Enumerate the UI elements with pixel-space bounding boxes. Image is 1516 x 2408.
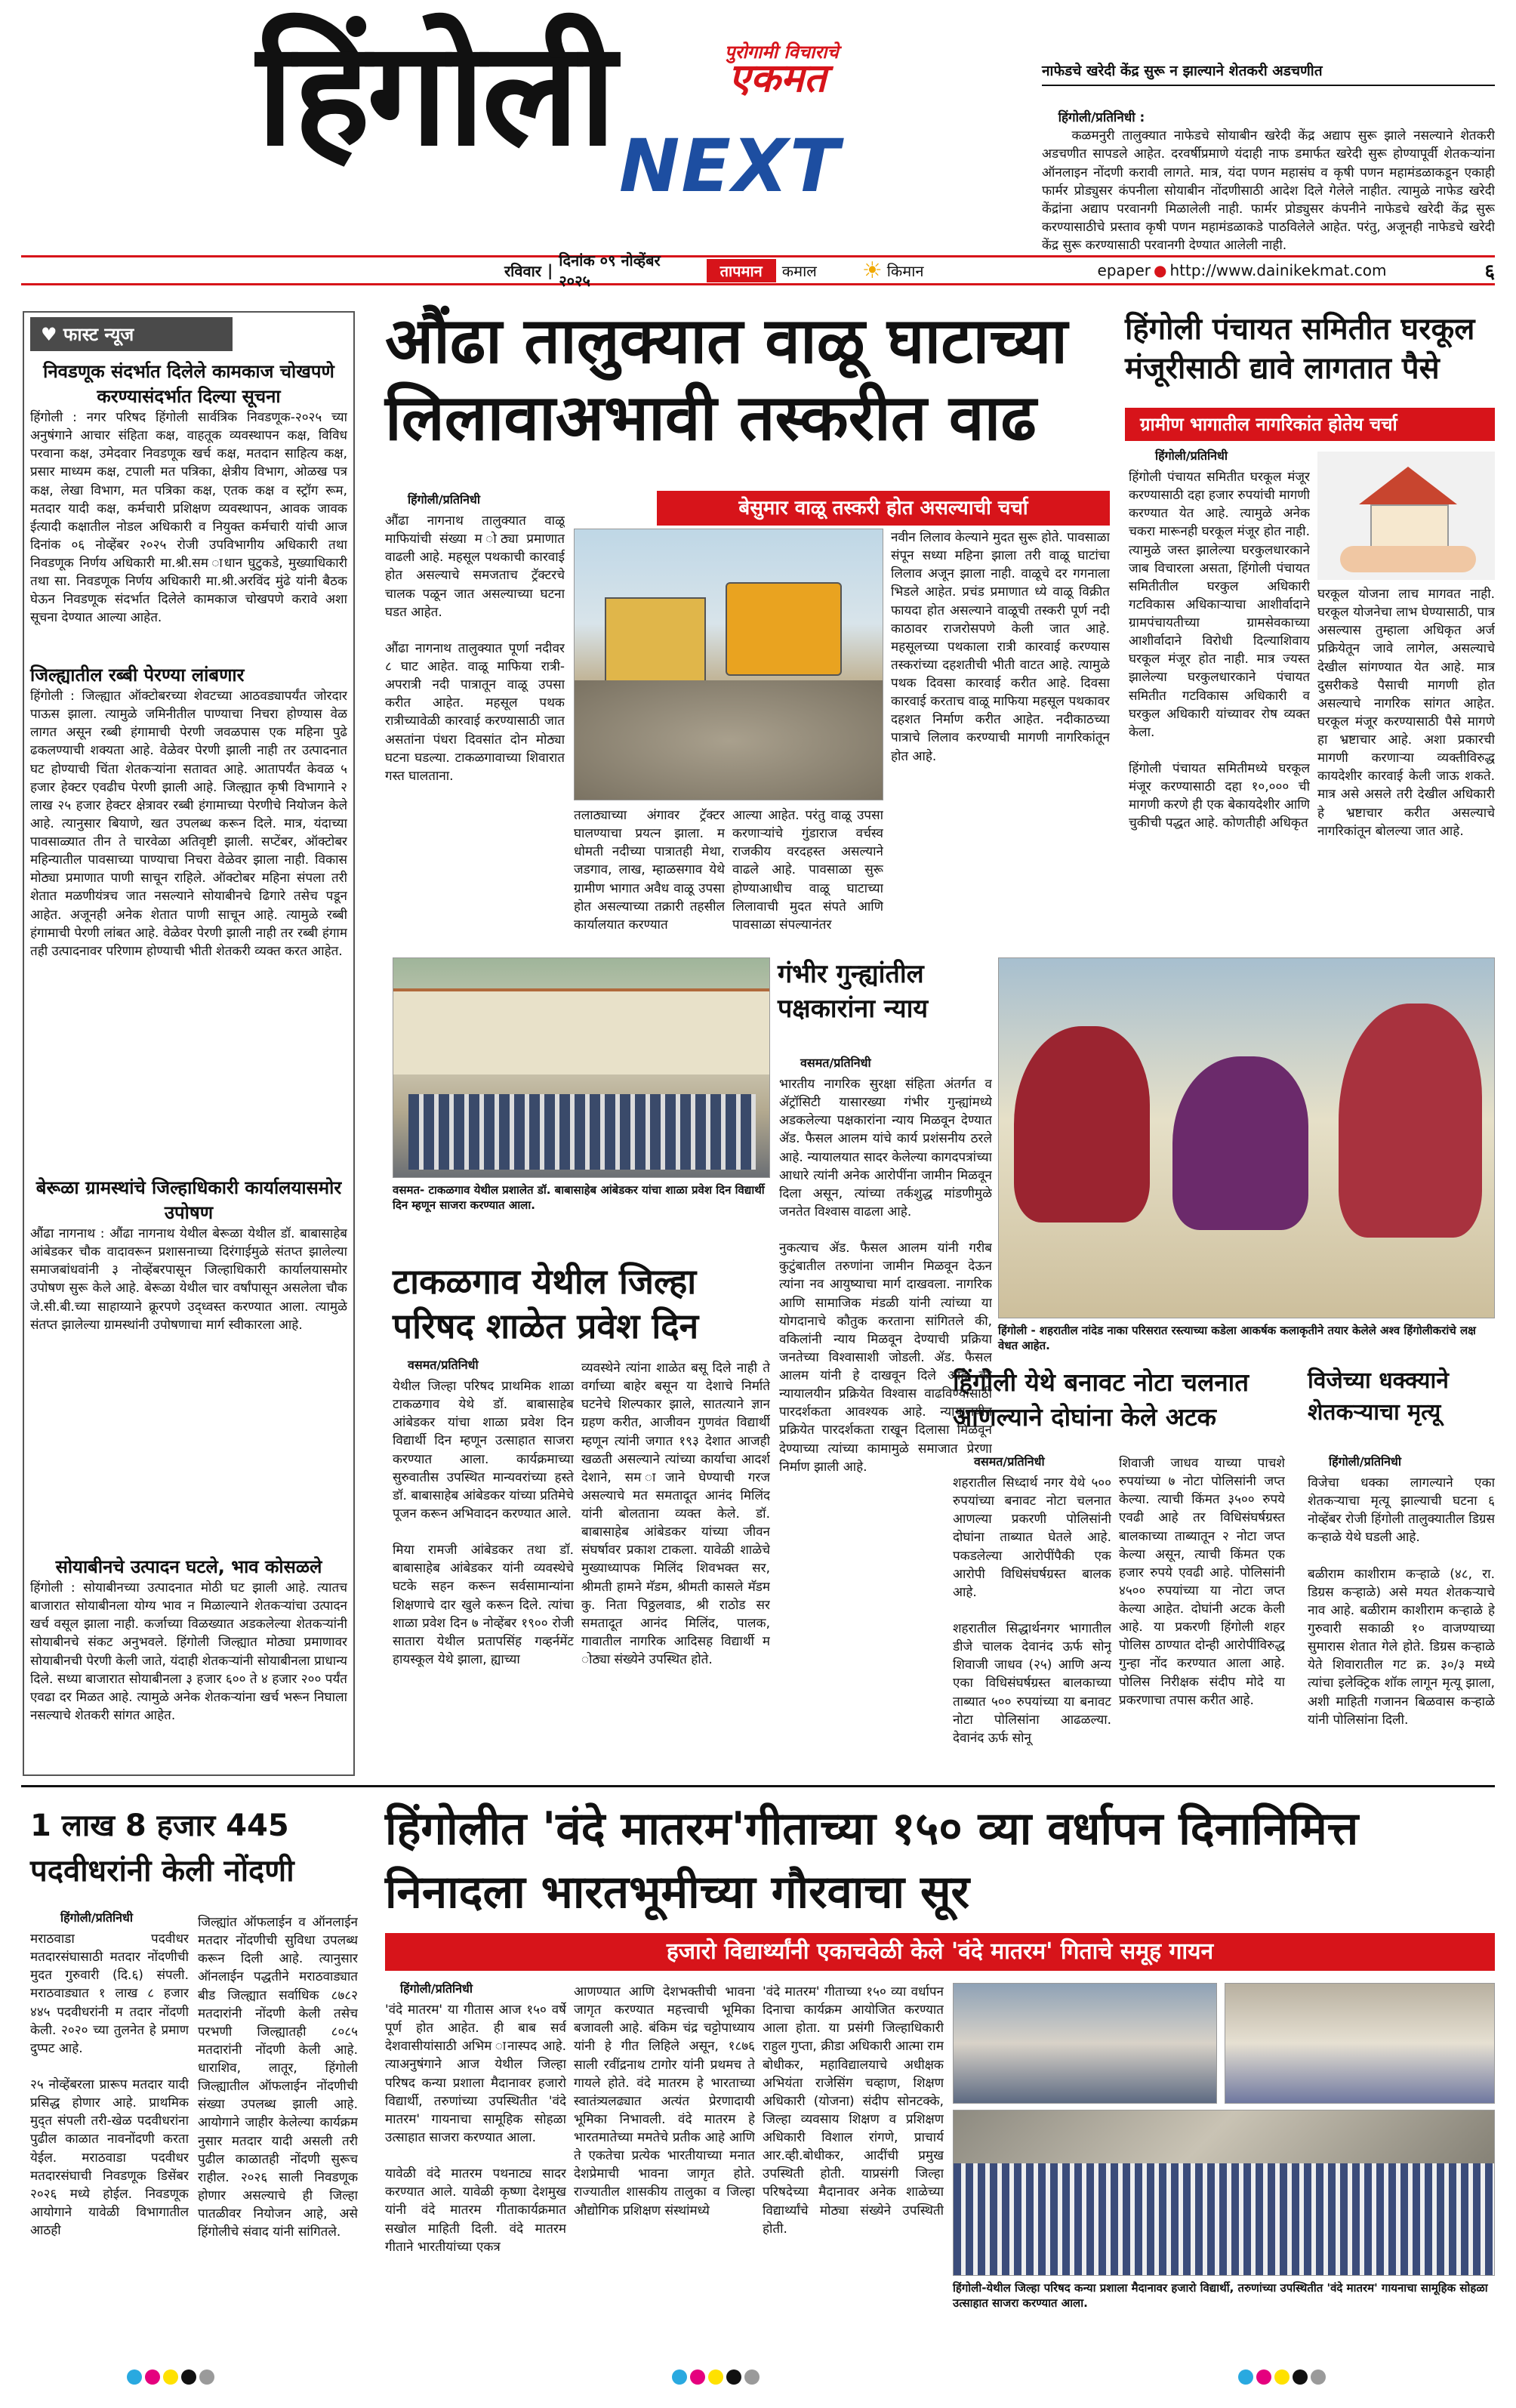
dateline-date: दिनांक ०९ नोव्हेंबर २०२५ <box>559 251 661 290</box>
justice-headline: गंभीर गुन्ह्यांतील पक्षकारांना न्याय <box>778 959 929 1024</box>
fast-news-headline-3: बेरूळा ग्रामस्थांचे जिल्हाधिकारी कार्यालयासमोर उपोषण <box>35 1177 342 1223</box>
sand-truck-photo <box>574 529 883 800</box>
reg-mark-black <box>181 2369 196 2385</box>
fast-news-label: ♥ फास्ट न्यूज <box>30 317 233 351</box>
fake-notes-headline: हिंगोली येथे बनावट नोटा चलनात आणल्याने दोघांना केले अटक <box>953 1367 1249 1432</box>
fast-news-body-3: औंढा नागनाथ : औंढा नागनाथ येथील बेरूळा येथील डॉ. बाबासाहेब आंबेडकर चौक वादावरून प्रशासनाच्या दिरंगाईमुळे संतप्त झालेल्या समाजबांधवांनी ३ नोव्हेंबरपासून जिल्हाधिकारी कार्यालयासमोर उपोषण सुरू केले आहे. बेरूळा येथील चार वर्षांपासून असलेला चौक जे.सी.बी.च्या साहाय्याने क्रूरपणे उद्ध्वस्त करण्यात आला. त्यामुळे संतप्त झालेल्या ग्रामस्थांनी उपोषणाचा मार्ग स्वीकारला आहे. <box>30 1226 347 1333</box>
masthead-title: हिंगोली <box>257 11 614 177</box>
lead-col-1: औंढा नागनाथ तालुक्यात वाळू माफियांची संख्या म ोठ्या प्रमाणात वाढली आहे. महसूल पथकाची कारवाई होत असल्याचे समजताच ट्रॅक्टरचे चालक पळून जात असल्याच्या घटना घडत आहेत. औंढा नागनाथ तालुक्यात पूर्णा नदीवर ८ घाट आहेत. वाळू माफिया रात्री-अपरात्री नदी पात्रातून वाळू उपसा करीत आहेत. महसूल पथक रात्रीच्यावेळी कारवाई करण्यासाठी जात असतांना पंधरा दिवसांत दोन मोठ्या घटना घडल्या. टाकळगावाच्या शिवारात गस्त घालताना. <box>385 513 565 784</box>
brand-next-logo: NEXT <box>619 124 841 208</box>
reg-mark-magenta <box>690 2369 705 2385</box>
vande-byline: हिंगोली/प्रतिनिधी <box>400 1981 473 1996</box>
vande-caption: हिंगोली-येथील जिल्हा परिषद कन्या प्रशाला मैदानावर हजारो विद्यार्थी, तरुणांच्या उपस्थितीत 'वंदे मातरम' गायनाचा सामूहिक सोहळा उत्साहात साजरा करण्यात आला. <box>953 2281 1488 2311</box>
shock-headline: विजेच्या धक्क्याने शेतकऱ्याचा मृत्यू <box>1308 1367 1449 1426</box>
shock-byline: हिंगोली/प्रतिनिधी <box>1329 1454 1402 1469</box>
house-roof-shape <box>1359 467 1457 504</box>
dateline-day: रविवार <box>504 261 541 280</box>
horse-sculpture-1 <box>1014 1026 1150 1222</box>
vande-subhead: हजारो विद्यार्थ्यांनी एकाचवेळी केले 'वंदे मातरम' गिताचे समूह गायन <box>385 1933 1495 1971</box>
lead-subhead: बेसुमार वाळू तस्करी होत असल्याची चर्चा <box>657 491 1110 526</box>
shock-body: विजेचा धक्का लागल्याने एका शेतकऱ्याचा मृत्यू झाल्याची घटना ६ नोव्हेंबर रोजी हिंगोली तालुक्यातील डिग्रस कऱ्हाळे येथे घडली आहे. बळीराम काशीराम कऱ्हाळे (४८, रा. डिग्रस कऱ्हाळे) असे मयत शेतकऱ्याचे नाव आहे. बळीराम काशीराम कऱ्हाळे हे गुरुवारी सकाळी १० वाजण्याच्या सुमारास शेतात गेले होते. डिग्रस कऱ्हाळे येते शिवारातील गट क्र. ३०/३ मध्ये त्यांचा इलेक्ट्रिक शॉक लागून मृत्यू झाला, अशी माहिती गजानन बिळवास कऱ्हाळे यांनी पोलिसांना दिली. <box>1308 1475 1495 1728</box>
fake-notes-col-2: शिवाजी जाधव याच्या पाचशे रुपयांच्या ७ नोटा पोलिसांनी जप्त केल्या. त्याची किंमत ३५०० रुपये एवढी आहे तर विधिसंघर्षग्रस्त बालकाच्या ताब्यातून २ नोटा जप्त केल्या असून, त्याची किंमत एक हजार रुपये एवढी आहे. पोलिसांनी ४५०० रुपयांच्या या नोटा जप्त केल्या आहेत. दोघांनी अटक केली आहे. या प्रकरणी हिंगोली शहर पोलिस ठाण्यात दोन्ही आरोपींविरुद्ध गुन्हा नोंद करण्यात आला आहे. पोलिस निरीक्षक संदीप मोदे या प्रकरणाचा तपास करीत आहे. <box>1119 1456 1285 1708</box>
graduates-col-2: जिल्ह्यांत ऑफलाईन व ऑनलाईन मतदार नोंदणीची सुविधा उपलब्ध करून दिली आहे. त्यानुसार ऑनलाईन पद्धतीने मराठवाड्यात बीड जिल्ह्यात सर्वाधिक ८७८२ मतदारांनी नोंदणी केली तसेच परभणी जिल्ह्यातही ८०८५ मतदारांनी नोंदणी केली आहे. धाराशिव, लातूर, हिंगोली जिल्ह्यातील ऑफलाईन नोंदणीची संख्या उपलब्ध झाली आहे. आयोगाने जाहीर केलेल्या कार्यक्रम नुसार मतदार यादी असली तरी पुढील काळातही नोंदणी सुरूच राहील. २०२६ साली निवडणूक होणार असल्याचे ही जिल्हा पातळीवर नियोजन आहे, असे हिंगोलीचे संवाद यांनी सांगितले. <box>198 1915 358 2240</box>
right-top-body-1: हिंगोली पंचायत समितीत घरकूल मंजूर करण्यासाठी दहा हजार रुपयांची मागणी करण्यात येत आहे. त्यामुळे अनेक चकरा मारूनही घरकूल मंजूर होत नाही. त्यामुळे जस्त झालेल्या घरकुलधारकाने जाब विचारला असता, हिंगोली पंचायत समितीतील घरकुल अधिकारी गटविकास अधिकाऱ्याचा आशीर्वादाने ग्रामपंचायतीच्या ग्रामसेवकाच्या आशीर्वादाने विरोधी दिल्याशिवाय घरकूल मंजूर होत नाही. मात्र ज्यस्त झालेल्या घरकुलधारकाने पंचायत समितीत गटविकास अधिकारी व घरकुल अधिकारी यांच्यावर रोष व्यक्त केला. हिंगोली पंचायत समितीमध्ये घरकूल मंजूर करण्यासाठी दहा १०,००० ची मागणी करणे ही एक बेकायदेशीर आणि चुकीची पद्धत आहे. कोणतीही अधिकृत <box>1129 470 1310 831</box>
justice-body: भारतीय नागरिक सुरक्षा संहिता अंतर्गत व ॲट्रॉसिटी यासारख्या गंभीर गुन्ह्यांमध्ये अडकलेल्या पक्षकारांना न्याय मिळवून देण्यात ॲड. फैसल आलम यांचे कार्य प्रशंसनीय ठरले आहे. न्यायालयात सादर केलेल्या कागदपत्रांच्या आधारे त्यांनी अनेक आरोपींना जामीन मिळवून दिला असून, त्यांच्या तर्कशुद्ध मांडणीमुळे जनतेत विश्वास वाढला आहे. नुकत्याच ॲड. फैसल आलम यांनी गरीब कुटुंबातील तरुणांना जामीन मिळवून देऊन त्यांना नव आयुष्याचा मार्ग दाखवला. नागरिक आणि सामाजिक मंडळी यांनी त्यांच्या या योगदानाचे कौतुक करताना सांगितले की, वकिलांनी न्याय मिळवून देण्याची प्रक्रिया जनतेच्या विश्वासाशी जोडली. ॲड. फैसल आलम यांनी हे दाखवून दिले आहे की न्यायालयीन प्रक्रियेत विश्वास वाढविण्यासाठी पारदर्शकता आवश्यक आहे. न्यायालयीन प्रक्रियेत पारदर्शकता राखून दिलासा मिळवून देण्याच्या त्यांच्या कामामुळे समाजात प्रेरणा निर्माण झाली आहे. <box>779 1077 992 1475</box>
page-number: ६ <box>1484 261 1495 283</box>
registration-marks-center <box>672 2369 846 2389</box>
dateline-bar <box>21 251 1495 290</box>
epaper-label: epaper <box>1097 261 1151 279</box>
reg-mark-grey <box>1311 2369 1326 2385</box>
reg-mark-yellow <box>1274 2369 1290 2385</box>
fast-news-body-1: हिंगोली : नगर परिषद हिंगोली सार्वत्रिक निवडणूक-२०२५ च्या अनुषंगाने आचार संहिता कक्ष, वाहतूक व्यवस्थापन कक्ष, विविध परवाना कक्ष, उमेदवार निवडणूक खर्च कक्ष, मतदान साहित्य कक्ष, प्रसार माध्यम कक्ष, टपाली मत पत्रिका, क्षेत्रीय विभाग, ओळख पत्र कक्ष, लेखा विभाग, मत पत्रिका कक्ष, एतक कक्ष व स्ट्रॉग रूम, मतदार यादी कक्ष, कर्मचारी प्रशिक्षण व्यवस्थापन, आवक जावक ईत्यादी कक्षातील नोडल अधिकारी व नियुक्त कर्मचारी यांची आज दिनांक ०६ नोव्हेंबर २०२५ रोजी उपविभागीय अधिकारी तथा निवडणूक निर्णय अधिकारी मा.श्री.सम ाधान घुटुकडे, मुख्याधिकारी तथा सा. निवडणूक निर्णय अधिकारी मा.श्री.अरविंद मुंढे यांनी बैठक घेऊन निवडणूक संदर्भात दिलेले कामकाज चोखपणे करावे अशा सूचना देण्यात आल्या आहेत. <box>30 410 347 626</box>
house-photo <box>1317 452 1495 580</box>
fake-notes-col-1: शहरातील सिध्दार्थ नगर येथे ५०० रुपयांच्या बनावट नोटा चलनात आणल्या प्रकरणी पोलिसांनी दोघांना ताब्यात घेतले आहे. पकडलेल्या आरोपींपैकी एक आरोपी विधिसंघर्षग्रस्त बालक आहे. शहरातील सिद्धार्थनगर भागातील डीजे चालक देवानंद ऊर्फ सोनू शिवाजी जाधव (२५) आणि अन्य एका विधिसंघर्षग्रस्त बालकाच्या ताब्यात ५०० रुपयांच्या या बनावट नोटा पोलिसांना आढळल्या. देवानंद ऊर्फ सोनू <box>953 1475 1111 1746</box>
brand-name: एकमत <box>729 56 827 101</box>
sand-pile-shape <box>575 680 883 800</box>
fast-news-headline-1: निवडणूक संदर्भात दिलेले कामकाज चोखपणे करण्यासंदर्भात दिल्या सूचना <box>43 361 334 407</box>
vande-col-1: 'वंदे मातरम' या गीतास आज १५० वर्षे पूर्ण होत आहेत. ही बाब सर्व देशवासीयांसाठी अभिम ानास्पद आहे. त्याअनुषंगाने आज येथील जिल्हा परिषद कन्या प्रशाला मैदानावर हजारो विद्यार्थी, तरुणांच्या उपस्थितीत 'वंदे मातरम' गायनाचा सामूहिक सोहळा उत्साहात साजरा करण्यात आला. यावेळी वंदे मातरम पथनाट्य सादर करण्यात आले. यावेळी कृष्णा देशमुख यांनी वंदे मातरम गीताकार्यक्रमात सखोल माहिती दिली. वंदे मातरम गीताने भारतीयांच्या एकत्र <box>385 2003 566 2255</box>
reg-mark-black <box>726 2369 741 2385</box>
graduates-headline: 1 लाख 8 हजार 445 पदवीधरांनी केली नोंदणी <box>30 1808 294 1888</box>
top-story <box>1042 60 1495 264</box>
top-story-headline: नाफेडचे खरेदी केंद्र सुरू न झाल्याने शेतकरी अडचणीत <box>1042 60 1495 86</box>
fast-news-body-2: हिंगोली : जिल्ह्यात ऑक्टोबरच्या शेवटच्या आठवड्यापर्यंत जोरदार पाऊस झाला. त्यामुळे जमिनीतील पाण्याचा निचरा होण्यास वेळ लागत असून रब्बी हंगामाची पेरणी जवळपास एक महिना पुढे ढकलण्याची शक्यता आहे. वेळेवर पेरणी झाली नाही तर उत्पादनात घट होण्याची चिंता शेतकऱ्यांना सतावत आहे. आतापर्यंत केवळ ५ हजार हेक्टर एवढीच पेरणी झाली आहे. जिल्ह्यात कृषी विभागाने २ लाख २५ हजार हेक्टर क्षेत्रावर रब्बी हंगामाच्या पेरणीचे नियोजन केले आहे. त्यानुसार बियाणे, खत उपलब्ध करून दिले. मात्र, यंदाच्या पावसाळ्यात तीन ते चारवेळा अतिवृष्टी झाली. सप्टेंबर, ऑक्टोबर महिन्यातील पावसाच्या पाण्याचा निचरा वेळेवर झाला नाही. विकास मोठ्या प्रमाणात पाणी साचून राहिले. ऑक्टोबर महिना संपला तरी शेतात मळणीयंत्रच जात नसल्याने सोयाबीनचे ढिगारे तसेच पडून आहेत. अजूनही अनेक शेतात पाणी साचून आहे. त्यामुळे रब्बी हंगामाची पेरणी लांबत आहे. वेळेवर पेरणी झाली नाही तर रब्बी हंगाम तही उत्पादनावर परिणाम होण्याची भीती शेतकरी व्यक्त करत आहेत. <box>30 689 347 959</box>
right-top-byline: हिंगोली/प्रतिनिधी <box>1155 449 1228 463</box>
lead-byline: हिंगोली/प्रतिनिधी <box>408 492 481 507</box>
graduates-byline: हिंगोली/प्रतिनिधी <box>60 1910 134 1925</box>
registration-marks-left <box>127 2369 300 2389</box>
right-top-body-2: घरकूल योजना लाच मागवत नाही. घरकूल योजनेचा लाभ घेण्यासाठी, पात्र असल्यास तुम्हाला अधिकृत अर्ज प्रक्रियेतून जावे लागेल, असल्याचे देखील सांगण्यात येत आहे. मात्र दुसरीकडे पैसाची मागणी होत असल्याचे नागरिक सांगत आहेत. घरकूल मंजूर करण्यासाठी पैसे मागणे हा भ्रष्टाचार आहे. अशा प्रकारची मागणी करणाऱ्या व्यक्तीविरुद्ध कायदेशीर कारवाई केली जाऊ शकते. मात्र असे असले तरी देखील अधिकारी हे भ्रष्टाचार करीत असल्याचे नागरिकांतून बोलल्या जात आहे. <box>1317 587 1495 839</box>
hands-shape <box>1340 546 1476 572</box>
students-shape <box>408 1094 756 1170</box>
horse-sculpture-2 <box>1172 1056 1308 1230</box>
vande-col-2: आणण्यात आणि देशभक्तीची भावना जागृत करण्यात महत्त्वाची भूमिका बजावली आहे. बंकिम चंद्र चट्टोपाध्याय यांनी हे गीत लिहिले असून, १८७६ साली रवींद्रनाथ टागोर यांनी प्रथमच ते गायले होते. वंदे मातरम हे भारताच्या स्वातंत्र्यलढ्यात अत्यंत प्रेरणादायी भूमिका निभावली. वंदे मातरम हे भारतमातेच्या ममतेचे प्रतीक आहे आणि ते एकतेचा प्रत्येक भारतीयाच्या मनात देशप्रेमाची भावना जागृत होते. राज्यातील शासकीय तालुका व जिल्हा औद्योगिक प्रशिक्षण संस्थांमध्ये <box>574 1984 755 2218</box>
fast-news-headline-4: सोयाबीनचे उत्पादन घटले, भाव कोसळले <box>55 1556 322 1577</box>
reg-mark-cyan <box>127 2369 142 2385</box>
art-photo-caption: हिंगोली - शहरातील नांदेड नाका परिसरात रस्त्याच्या कडेला आकर्षक कलाकृतीने तयार केलेले अश्व हिंगोलीकरांचे लक्ष वेधत आहेत. <box>998 1324 1476 1353</box>
lead-col-3: आल्या आहेत. परंतु वाळू उपसा करणाऱ्यांचे गुंडाराज वर्चस्व राजकीय वरदहस्त असल्याने वाढले आहे. पावसाळा सुरू होण्याआधीच वाळू घाटाच्या लिलावाची मुदत संपते आणि पावसाळा संपल्यानंतर <box>732 808 883 933</box>
school-photo-caption: वसमत- टाकळगाव येथील प्रशालेत डॉ. बाबासाहेब आंबेडकर यांचा शाळा प्रवेश दिन विद्यार्थी दिन म्हणून साजरा करण्यात आला. <box>393 1183 765 1213</box>
fake-notes-byline: वसमत/प्रतिनिधी <box>974 1454 1045 1469</box>
vande-headline: हिंगोलीत 'वंदे मातरम'गीताच्या १५० व्या वर्धापन दिनानिमित्त निनादला भारतभूमीच्या गौरवाचा सूर <box>385 1802 1359 1919</box>
min-temp-label: किमान <box>886 261 924 280</box>
fast-news-body-4: हिंगोली : सोयाबीनच्या उत्पादनात मोठी घट झाली आहे. त्यातच बाजारात सोयाबीनला योग्य भाव न मिळाल्याने शेतकऱ्यांचा उत्पादन खर्च वसूल झाला नाही. कर्जाच्या विळख्यात अडकलेल्या शेतकऱ्यांनी सोयाबीनचे संकट अनुभवले. हिंगोली जिल्ह्यात मोठ्या प्रमाणावर सोयाबीनची पेरणी केली जाते, यंदाही शेतकऱ्यांनी सोयाबीनला प्राधान्य दिले. सध्या बाजारात सोयाबीनला ३ हजार ६०० ते ४ हजार २०० पर्यंत एवढा दर मिळत आहे. त्यामुळे अनेक शेतकऱ्यांना खर्च भरून निघाला नसल्याचे शेतकरी सांगत आहेत. <box>30 1580 347 1723</box>
reg-mark-black <box>1293 2369 1308 2385</box>
website-link[interactable]: http://www.dainikekmat.com <box>1169 261 1387 279</box>
reg-mark-grey <box>744 2369 760 2385</box>
horse-art-photo <box>998 957 1495 1318</box>
reg-mark-grey <box>199 2369 214 2385</box>
lead-col-2: तलाठ्याच्या अंगावर ट्रॅक्टर घालण्याचा प्रयत्न झाला. म धोमती नदीच्या पात्रातही मेथा, जडगाव, लाख, म्हाळसगाव येथे ग्रामीण भागात अवैध वाळू उपसा होत असल्याच्या तक्रारी तहसील कार्यालयात करण्यात <box>574 808 725 933</box>
right-top-subhead: ग्रामीण भागातील नागरिकांत होतेय चर्चा <box>1125 408 1495 441</box>
school-byline: वसमत/प्रतिनिधी <box>408 1358 479 1372</box>
right-top-headline: हिंगोली पंचायत समितीत घरकूल मंजूरीसाठी द्यावे लागतात पैसे <box>1125 312 1475 386</box>
lead-headline: औंढा तालुक्यात वाळू घाटाच्या लिलावाअभावी तस्करीत वाढ <box>385 304 1068 455</box>
reg-mark-yellow <box>163 2369 178 2385</box>
heart-icon: ♥ <box>41 324 57 345</box>
school-col-1: येथील जिल्हा परिषद प्राथमिक शाळा टाकळगाव येथे डॉ. बाबासाहेब आंबेडकर यांचा शाळा प्रवेश दिन विद्यार्थी दिन म्हणून उत्साहात साजरा करण्यात आला. कार्यक्रमाच्या सुरुवातीस उपस्थित मान्यवरांच्या हस्ते डॉ. बाबासाहेब आंबेडकर यांच्या प्रतिमेचे पूजन करून अभिवादन करण्यात आले. मिया रामजी आंबेडकर तथा डॉ. बाबासाहेब आंबेडकर यांनी व्यवस्थेचे घटके सहन करून सर्वसामान्यांना शिक्षणाचे दार खुले करून दिले. त्यांचा शाळा प्रवेश दिन ७ नोव्हेंबर १९०० रोजी सातारा येथील प्रतापसिंह गव्हर्नमेंट हायस्कूल येथे झाला, ह्याच्या <box>393 1379 574 1667</box>
top-story-body <box>1042 91 1495 273</box>
building-shape <box>393 988 770 1075</box>
reg-mark-magenta <box>1256 2369 1271 2385</box>
weather-label: तापमान <box>707 259 776 282</box>
truck-shape <box>605 597 706 683</box>
lead-col-4: नवीन लिलाव केल्याने मुदत सुरू होते. पावसाळा संपून सध्या महिना झाला तरी वाळू घाटांचा लिलाव अजून झाला नाही. वाळूचे दर गगनाला भिडले आहेत. प्रचंड प्रमाणात ध्ये वाळू विक्रीत फायदा होत असल्याने वाळूची तस्करी पूर्ण नदी काठावर राजरोसपणे केली जात आहे. महसूलच्या पथकाला रात्री कारवाई करण्यास तस्करांच्या दहशतीची भीती वाटत आहे. त्यामुळे पथक दिवसा कारवाई करीत आहे. दिवसा कारवाई करताच वाळू माफिया महसूल पथकावर दहशत निर्माण करीत आहेत. नदीकाठच्या पात्राचे लिलाव करण्याची मागणी नागरिकांतून होत आहे. <box>891 530 1110 764</box>
fast-news-column <box>23 311 355 1776</box>
reg-mark-yellow <box>708 2369 723 2385</box>
school-assembly-photo <box>393 957 770 1178</box>
dateline-separator: | <box>547 261 553 279</box>
reg-mark-magenta <box>145 2369 160 2385</box>
fast-news-headline-2: जिल्ह्यातील रब्बी पेरण्या लांबणार <box>30 664 245 686</box>
vande-col-3: 'वंदे मातरम' गीताच्या १५० व्या वर्धापन दिनाचा कार्यक्रम आयोजित करण्यात आला होता. या प्रसंगी जिल्हाधिकारी राहुल गुप्ता, क्रीडा अधिकारी आत्मा राम बोधीकर, महाविद्यालयाचे अधीक्षक अभियंता राजेसिंग चव्हाण, शिक्षण अधिकारी (योजना) संदीप सोनटक्के, जिल्हा व्यवसाय शिक्षण व प्रशिक्षण अधिकारी विशाल रांगणे, प्राचार्य आर.व्ही.बोधीकर, आदींची प्रमुख उपस्थिती होती. याप्रसंगी जिल्हा परिषदेच्या मैदानावर अनेक शाळेच्या विद्यार्थ्यांचे मोठ्या संख्येने उपस्थिती होती. <box>763 1984 944 2237</box>
vande-photo-2 <box>1225 1983 1495 2104</box>
epaper-icon: ● <box>1154 261 1167 279</box>
top-story-byline: हिंगोली/प्रतिनिधी : <box>1058 110 1145 126</box>
brand-tagline: पुरोगामी विचाराचे <box>725 42 839 63</box>
school-col-2: व्यवस्थेने त्यांना शाळेत बसू दिले नाही ते वर्गाच्या बाहेर बसून या देशाचे निर्माते घटनेचे शिल्पकार झाले, सातत्याने ज्ञान ग्रहण करीत, आजीवन गुणवंत विद्यार्थी म्हणून त्यांनी जगात १९३ देशात आजही खळती असल्याने त्यांच्या कार्याचा आदर्श देशाने, सम ाजाने घेण्याची गरज असल्याचे मत समतादूत आनंद मिलिंद यांनी बोलताना व्यक्त केले. डॉ. बाबासाहेब आंबेडकर यांच्या जीवन संघर्षावर प्रकाश टाकला. यावेळी शाळेचे मुख्याध्यापक मिलिंद शिवभक्त सर, श्रीमती हामने मॅडम, श्रीमती कासले मॅडम कु. निता पिठ्ठलवाड, श्री राठोड सर समतादूत आनंद मिलिंद, पालक, गावातील नागरिक आदिसह विद्यार्थी म ोठ्या संख्येने उपस्थित होते. <box>581 1361 770 1667</box>
sun-icon: ☀ <box>861 257 883 284</box>
top-story-text: कळमनुरी तालुक्यात नाफेडचे सोयाबीन खरेदी केंद्र अद्याप सुरू झाले नसल्याने शेतकरी अडचणीत सापडले आहेत. दरवर्षीप्रमाणे यंदाही नाफ डमार्फत खरेदी सुरू होण्यापूर्वी शेतकऱ्यांना ऑनलाइन नोंदणी करावी लागते. मात्र, यंदा पणन महासंघ व कृषी पणन महामंडळाकडून एकाही फार्मर प्रोड्युसर कंपनीला सोयाबीन नोंदणीसाठी आदेश दिले गेलेले नाहीत. त्यामुळे नाफेड खरेदी केंद्रांना अद्याप परवानगी मिळालेली नाही. फार्मर प्रोड्युसर कंपनीने नाफेडचे खरेदी केंद्र सुरू करण्यासाठीचे प्रस्ताव कृषी पणन महामंडळाकडे पाठविलेले आहेत. परंतु, अजूनही नाफेडचे खरेदी केंद्र सुरू करण्यासाठी परवानगी देण्यात आलेली नाही. <box>1042 128 1495 253</box>
school-headline: टाकळगाव येथील जिल्हा परिषद शाळेत प्रवेश दिन <box>393 1261 699 1346</box>
crowd-shape <box>954 2163 1495 2276</box>
graduates-col-1: मराठवाडा पदवीधर मतदारसंघासाठी मतदार नोंदणीची मुदत गुरुवारी (दि.६) संपली. मराठवाड्यात १ लाख ८ हजार ४४५ पदवीधरांनी म तदार नोंदणी केली. २०२० च्या तुलनेत हे प्रमाण दुप्पट आहे. २५ नोव्हेंबरला प्रारूप मतदार यादी प्रसिद्ध होणार आहे. प्राथमिक मुद्त संपली तरी-खेळ पदवीधरांना पुढील काळात नावनोंदणी करता येईल. मराठवाडा पदवीधर मतदारसंघाची निवडणूक डिसेंबर २०२६ मध्ये होईल. निवडणूक आयोगाने यावेळी विभागातील आठही <box>30 1932 189 2238</box>
reg-mark-cyan <box>1238 2369 1253 2385</box>
vande-photo-1 <box>953 1983 1217 2104</box>
max-temp-label: कमाल <box>781 261 817 280</box>
justice-byline: वसमत/प्रतिनिधी <box>800 1056 871 1070</box>
horse-sculpture-3 <box>1339 1004 1482 1238</box>
registration-marks-right <box>1238 2369 1412 2389</box>
loader-shape <box>726 582 842 676</box>
section-divider <box>21 1785 1495 1787</box>
vande-photo-3 <box>953 2110 1495 2276</box>
reg-mark-cyan <box>672 2369 687 2385</box>
